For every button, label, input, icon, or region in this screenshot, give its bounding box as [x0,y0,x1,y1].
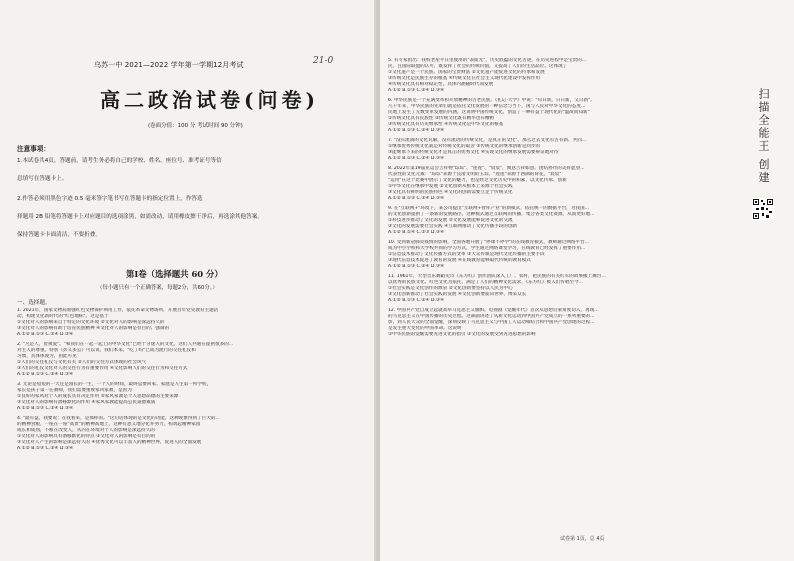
question-line: 12. 中国共产党自成立起就高举马克思主义旗帜。电视剧《觉醒年代》首次从思想启蒙角度切入，再现... [388,308,599,313]
notice-line: 择题用 2B 铅笔将答题卡上对应题目的选项涂黑，如需改动，请用橡皮擦干净后，再选涂其他答案。 [17,214,263,220]
question-8 [388,166,758,203]
question-line: ①文化遗产是一个民族、国家的宝贵财富 ②文化遗产能促进文化的传承和发展 [388,70,545,76]
question-line: 4. "最有益，我要说：在我看来，是那样的。"这句话体现的是文化的功能，这种现象得到了巨大的... [17,416,220,421]
question-line: ③传统文化是民族生存的根基 ④传统文化在社会主义现代化建设中发挥作用 [388,76,541,82]
question-line: 几千年来，中华民族的先辈们就是依托文化发展的一种信念与当下，国与人民对中华文化的态度... [388,104,586,110]
question-line: ①继承优秀传统文化就是对传统文化的取舍 ②传统文化的继承创新是同步的 [388,144,541,150]
question-line: 5. 有专家指出：我校老屋平日里使用的"表面光"，历史底蕴的文化古迹，在历史进程中是宝贵的... [388,58,587,63]
answer-options: A.①② B.①③ C.②④ D.③④ [388,196,445,202]
question-4 [17,416,369,453]
question-9 [388,206,758,236]
question-line: 以优秀的民族文化、红色文化为依托，满足了人们的精神文化需求，《东方红》被人们传唱至今... [388,280,584,286]
answer-options: A.①② B.①③ C.②④ D.③④ [17,332,74,338]
answer-options: A.①② B.①④ C.②③ D.③④ [388,230,445,236]
notice-title: 注意事项： [17,145,50,153]
question-line: 民地上发生了无数变革发展的内涵。这说明中国传统文化，创造了一种有益于现代化的"温故而知新" [388,110,590,116]
handwritten-note: 21-0 [313,56,334,66]
question-line: 家长是孩子第一任教师，我们需要重视家风家教，是因为 [17,388,132,394]
page-title: 高二政治试卷(问卷) [100,88,319,112]
question-line: 的文化创新提供了一条新的发展路径。这种模式通过互联网的传播，集合各类文化资源，从而更好地... [388,212,595,218]
notice-line: 息填写在答题卡上。 [17,176,68,182]
question-line: ③能继承下来的传统文化才是真正的优秀文化 ④实现文化的继承发展需要辩证地对待 [388,150,559,156]
question-line: 影，到人民大众的全面觉醒，深刻反映了马克思主义与中国工人运动相结合和中国共产党创建的过程... [388,320,595,326]
question-line: 8. 2022年第19届亚运会吉祥物"琮琮"、"莲莲"、"宸宸"，寓意吉祥如意、团结协作的美好愿望... [388,166,585,171]
right-page [380,0,794,561]
question-line: 3. 无论是短短的一天还是漫长的一生，一个人的时间，最终总要回家。家庭是人生第一所学校， [17,382,212,387]
question-line: 6. 中华民族是一个充满变革和开放精神的古老民族。《礼记·大学》中说："苟日新，日日新，又日新"。 [388,98,595,103]
question-7 [388,138,758,162]
question-line: "运用"在这个比赛中展示了文化的魅力，也是经过文化历史中的积累，以文化传承、创新 [388,178,567,184]
answer-options: A.①② B.①③ C.②④ D.③④ [388,298,445,304]
question-line: 11. 1961年，大型音乐舞蹈史诗《东方红》创作团队深入工厂、农村，把民族的有关红军的故事搬上舞台... [388,274,606,279]
exam-header: 乌苏一中 2021—2022 学年第一学期12月考试 [94,61,244,69]
notice-line: 保持答题卡卡面清洁，不要折叠。 [17,232,101,238]
section-note: （每小题只有一个正确答案，每题2分，共60分。） [97,285,218,291]
question-line: ①社会实践是文化创作的源泉 ②文化创新要坚持以人民为中心 [388,286,513,292]
question-line: ①人们的交往礼仪与文化有关 ②人们的交往方式体现的社会风气 [17,360,147,366]
answer-options: A.①② B.①③ C.②④ D.③④ [388,156,445,162]
question-line: 动，构建文化新时代的"红色地标"。这是基于 [17,314,109,320]
question-line: 民，且国际联盟的认可，既发挥了社会的传统价值，又提高了人们的生活品位。这体现了 [388,64,568,70]
question-line: ①中华文化在继承中发展 ②文化创新从根本上来源于社会实践 [388,184,513,190]
question-line: 10. 受到新冠肺炎疫情的影响，全国各地开展了"停课不停学"的在线教育模式，教师通过网络平台... [388,240,590,245]
question-line: ③现代信息技术促进了教育的发展 ④在线教育能够取代传统的教育模式 [388,258,531,264]
part-label: 一、选择题。 [17,300,51,306]
question-line: ④传统文化具有相对稳定性，具体内涵随时代而发展 [388,82,494,88]
question-line: ③文化对人的影响有潜移默化的作用 ④家风家教能提高公民道德素质 [17,400,156,406]
question-line: ③传统文化具有历史继承性 ④传统文化是中华文化的根基 [388,122,504,128]
question-line: ③人们的礼仪文化对人的交往行为有重要作用 ④文化影响人们的交往行为和交往方式 [17,366,188,372]
qr-code-icon [752,198,774,220]
question-line: 成为中小学校和大学校共同的学习方式，学生通过网络课堂学习，在线教育已经发挥了重要作用... [388,246,586,252]
question-6 [388,98,758,135]
answer-options: A.①② B.①③ C.②④ D.③④ [388,264,445,270]
answer-options: A.①② B.①③ C.②④ D.③④ [17,406,74,412]
question-line: 1. 2021年，国家文物局加强红色文物保护利用工作，依托革命文物场所，开展百年党史教育主题活 [17,308,219,313]
notice-line: 2.作答必须用黑色字迹 0.5 毫米签字笔书写在答题卡的指定位置上，作答选 [17,196,203,202]
question-line: 的马克思主义在中国传播的历史过程。这部剧讲述了从新文化运动到中国共产党成立的一系列重要的... [388,314,595,320]
question-2 [17,342,369,379]
question-line: 代表性的文化元素："琮琮"来源于良渚文明的玉琮，"莲莲"来源于西湖的荷花，"宸宸" [388,172,562,178]
question-line: ①信息技术推动了文化传播方式的变革 ②大众传媒是现代文化传播的主要手段 [388,252,545,258]
question-line: 7. "没有流淌的文化瓦解，没有流动的传统文化，是真正的文化"。那么过去文化有古有新、共同... [388,138,587,143]
section-title: 第Ⅰ卷（选择题共 60 分） [126,269,223,279]
answer-options: A.①② B.①③ C.②④ D.③④ [388,88,445,94]
page-footer: 试卷第 1页，总 4页 [560,536,605,542]
question-line: ③文化具有鲜明的民族特色 ④文化的创新需要立足于传统文化 [388,190,513,196]
question-line: 9. 在"互联网+"环境下，某公司提出"互联网+智库产业"的新模式，依托统一的数据平台，为我国... [388,206,589,211]
question-line: ①文化对人的影响具有潜移默化的特点 ②文化对人的影响是有目的的 [17,434,156,440]
question-line: ③文化对人的影响有助于培育民族精神 ④文化对人的影响是有目的、强制的 [17,326,170,332]
question-line: 是发生重大变化的中国革命。这说明 [388,326,462,332]
question-line: ③文化创新推动了社会实践的发展 ④文化创新要面向世界、博采众长 [388,292,527,298]
question-line: ③文化对人产生的影响是深远持久的 ④优秀文化可以丰富人的精神世界，促进人的全面发展 [17,440,202,446]
question-12 [388,308,758,338]
scanner-watermark: 扫描全能王 创建 [757,88,770,185]
answer-options: A.①② B.①③ C.②④ D.③④ [17,372,74,378]
question-line: 2. "凡是人，皆须爱"。"和我们在一起一起上的中华文化"已经十分迷人的文化，这们人共通在提供很多的... [17,342,234,347]
question-line: 习惯，具体体现为，由此可见 [17,354,77,360]
question-line: 对主人的尊重。特别《彭义多公》可以说，我们本来。"吃了吗"已成为流行的交往礼仪和 [17,348,196,354]
question-line: 的精神食粮，一座在一座"高贵"的精神高地上，这种有意义地分化并努力，构筑起精神家园 [17,422,201,428]
question-line: ①中华民族的觉醒需要先进文化的指引 ②文化的发展受到先进思想的影响 [388,332,536,338]
answer-options: A.①② B.①③ C.②④ D.③④ [17,446,74,452]
exam-info: (卷面分值：100 分 考试时间 90 分钟) [148,123,243,129]
question-11 [388,274,758,304]
question-line: ①科技进步推动了文化的发展 ②文化发展能够促进文化的交流 [388,218,513,224]
question-1 [17,308,369,338]
notice-line: 1.本试卷共4页。答题前，请考生务必将自己的学校、姓名、座位号、准考证号等信 [17,158,222,164]
question-line: ①良好的家风对个人的成长具有决定作用 ②家风家教是个人思想品德的主要来源 [17,394,179,400]
question-line: 成长和成熟，不断在改变人，从内在环境对个人的影响是深远持久的 [17,428,155,434]
question-3 [17,382,369,412]
question-10 [388,240,758,270]
left-page [0,0,378,561]
question-line: ③文化的发展需要社会实践 ④互联网推动了文化传播手段的创新 [388,224,518,230]
answer-options: A.①② B.①③ C.②④ D.③④ [388,128,445,134]
question-5 [388,58,758,95]
question-line: ①文化对人的影响来自于特定的文化环境 ②文化对人的影响是深远持久的 [17,320,165,326]
question-line: ①传统文化具有民族性 ②传统文化既有精华也有糟粕 [388,116,495,122]
